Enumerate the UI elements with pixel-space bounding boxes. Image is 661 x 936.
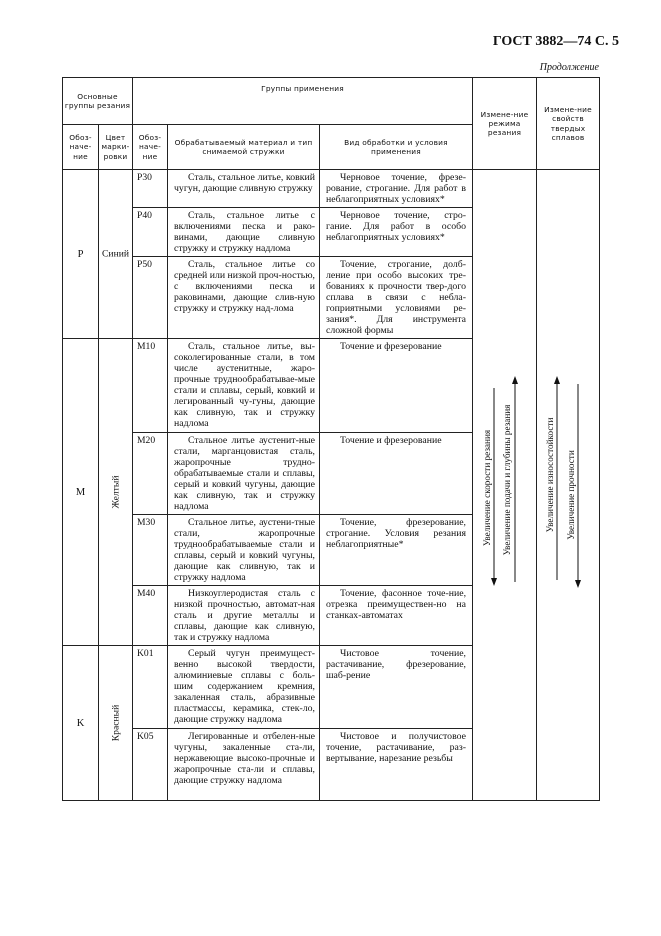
app-code: M30 — [133, 515, 168, 586]
header-work-type: Вид обработки и условия применения — [320, 125, 473, 170]
work-cell: Точение, фасонное точе-ние, отрезка преимуществен-но на станках-автоматах — [320, 586, 473, 646]
feed-arrow-head — [512, 376, 518, 384]
marking-color-cell — [99, 170, 133, 339]
work-cell: Точение, строгание, долб-ление при особо высоких тре-бованиях к прочности твер-дого сплава в связи с небла-гоприятными условиями ре-зания*. Для инструмента сложной формы — [320, 257, 473, 339]
property-arrow-label: Увеличение прочности — [566, 450, 577, 540]
marking-color: Красный — [110, 704, 121, 742]
app-code: P40 — [133, 208, 168, 257]
material-cell: Сталь, стальное литье с включениями песка и рако-винами, дающие сливную стружку и стружку надлома — [168, 208, 320, 257]
marking-color: Синий — [102, 248, 129, 260]
alloy-properties-column — [537, 170, 600, 801]
strength-arrow-head — [575, 580, 581, 588]
material-cell: Серый чугун преимущест-венно высокой твердости, алюминиевые сплавы с боль-шим содержанием кремния, закаленная сталь, абразивные пластмассы, керамика, стек-ло, дающие стружку надлома — [168, 646, 320, 729]
header-marking-color: Цвет марки-ровки — [99, 125, 133, 170]
header-alloy-properties: Измене-ние свойств твердых сплавов — [537, 78, 600, 170]
group-letter: P — [63, 170, 99, 339]
material-cell: Легированные и отбелен-ные чугуны, закаленные ста-ли, нержавеющие высоко-прочные и жаропрочные ста-ли и сплавы, дающие стружку надлома — [168, 729, 320, 801]
material-cell: Сталь, стальное литье со средней или низкой проч-ностью, с включениями песка и раковинами, дающие слив-ную стружку и стружку над-лома — [168, 257, 320, 339]
group-letter: K — [63, 646, 99, 801]
work-cell: Черновое точение, стро-гание. Для работ в особо неблагоприятных условиях* — [320, 208, 473, 257]
marking-color-cell — [99, 339, 133, 646]
material-cell: Стальное литье аустенит-ные стали, марганцовистая сталь, жаропрочные трудно-обрабатываемые стали и сплавы, серый и ковкий чугуны, дающие как сливную, так и стружку надлома — [168, 433, 320, 515]
cutting-mode-column — [473, 170, 537, 801]
header-designation: Обоз-наче-ние — [63, 125, 99, 170]
cutting-groups-table — [62, 77, 600, 801]
wear-arrow-head — [554, 376, 560, 384]
header-app-designation: Обоз-наче-ние — [133, 125, 168, 170]
header-application-groups: Группы применения — [133, 78, 473, 125]
header-material: Обрабатываемый материал и тип снимаемой стружки — [168, 125, 320, 170]
app-code: P50 — [133, 257, 168, 339]
app-code: M40 — [133, 586, 168, 646]
speed-arrow-head — [491, 578, 497, 586]
mode-arrow-label: Увеличение подачи и глубины резания — [502, 404, 513, 556]
app-code: P30 — [133, 170, 168, 208]
marking-color-cell — [99, 646, 133, 801]
continuation-label: Продолжение — [539, 62, 599, 73]
work-cell: Чистовое и получистовое точение, растачивание, раз-вертывание, нарезание резьбы — [320, 729, 473, 801]
group-letter: M — [63, 339, 99, 646]
work-cell: Точение и фрезерование — [320, 433, 473, 515]
header-cutting-mode: Измене-ние режима резания — [473, 78, 537, 170]
work-cell: Черновое точение, фрезе-рование, строгание. Для работ в неблагоприятных условиях* — [320, 170, 473, 208]
work-cell: Точение, фрезерование, строгание. Условия резания неблагоприятные* — [320, 515, 473, 586]
material-cell: Низкоуглеродистая сталь с низкой прочностью, автомат-ная сталь и другие металлы и сплавы, дающие как сливную, так и стружку надлома — [168, 586, 320, 646]
app-code: M10 — [133, 339, 168, 433]
property-arrow-label: Увеличение износостойкости — [545, 417, 556, 533]
page-header: ГОСТ 3882—74 С. 5 — [492, 34, 619, 49]
app-code: K05 — [133, 729, 168, 801]
mode-arrow-label: Увеличение скорости резания — [482, 429, 493, 547]
material-cell: Сталь, стальное литье, ковкий чугун, дающие сливную стружку — [168, 170, 320, 208]
work-cell: Чистовое точение, растачивание, фрезерование, шаб-рение — [320, 646, 473, 729]
marking-color: Желтый — [110, 475, 121, 509]
work-cell: Точение и фрезерование — [320, 339, 473, 433]
material-cell: Стальное литье, аустени-тные стали, жаропрочные труднообрабатываемые стали и сплавы, серый и ковкий чугуны, дающие как сливную, так и стружку надлома — [168, 515, 320, 586]
material-cell: Сталь, стальное литье, вы-соколегированные стали, в том числе аустенитные, жаро-прочные труднообрабатывае-мые стали и сплавы, серый, ковкий и легированный чу-гуны, дающие как сливную, так и стружку надлома — [168, 339, 320, 433]
app-code: K01 — [133, 646, 168, 729]
app-code: M20 — [133, 433, 168, 515]
header-main-groups: Основные группы резания — [63, 78, 133, 125]
